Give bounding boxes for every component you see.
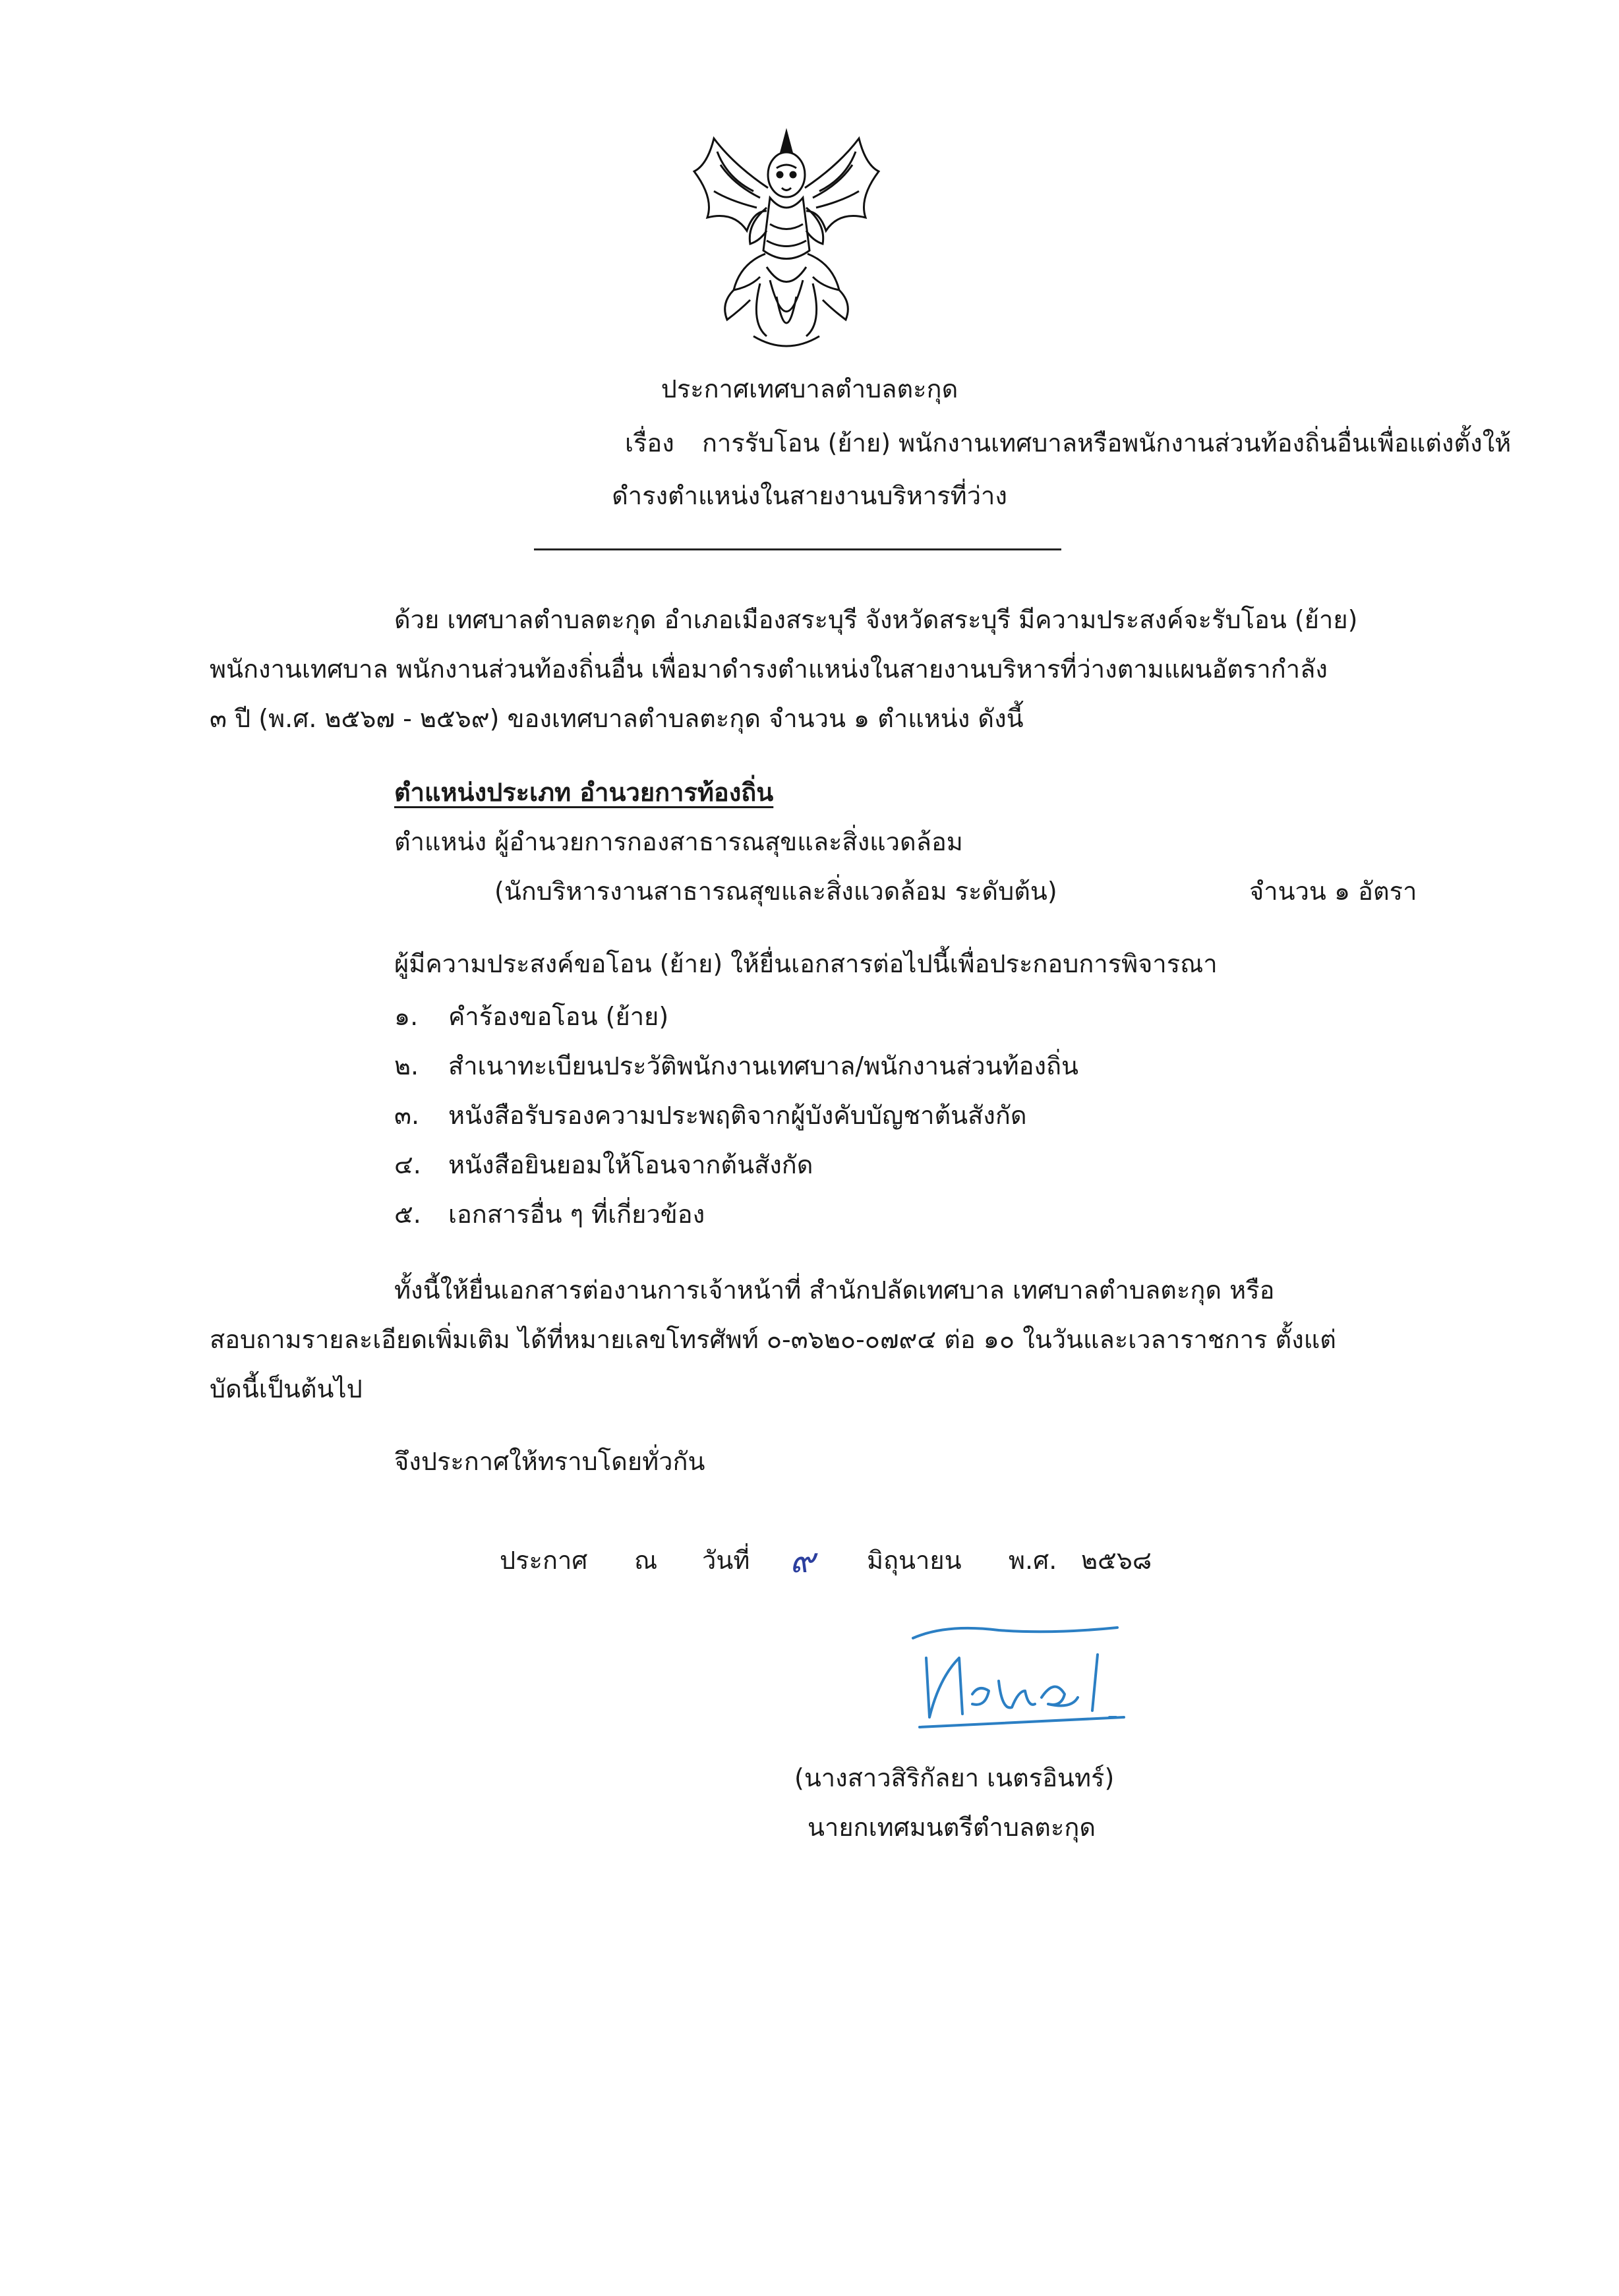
date-day: ๙: [790, 1541, 815, 1581]
signatory-title: นายกเทศมนตรีตำบลตะกุด: [808, 1813, 1096, 1842]
document-item-text: หนังสือรับรองความประพฤติจากผู้บังคับบัญชาต้นสังกัด: [448, 1101, 1027, 1130]
document-item-text: เอกสารอื่น ๆ ที่เกี่ยวข้อง: [448, 1200, 705, 1229]
position-quota: จำนวน ๑ อัตรา: [1249, 877, 1417, 906]
date-at-label: ณ: [634, 1546, 658, 1575]
date-month: มิถุนายน: [867, 1546, 962, 1575]
document-item-number: ๒.: [394, 1051, 419, 1080]
date-announced-label: ประกาศ: [500, 1546, 588, 1575]
documents-intro: ผู้มีความประสงค์ขอโอน (ย้าย) ให้ยื่นเอกสารต่อไปนี้เพื่อประกอบการพิจารณา: [394, 949, 1218, 978]
document-item-number: ๓.: [394, 1101, 420, 1130]
date-year: ๒๕๖๘: [1081, 1546, 1152, 1575]
intro-line-3: ๓ ปี (พ.ศ. ๒๕๖๗ - ๒๕๖๙) ของเทศบาลตำบลตะกุด จำนวน ๑ ตำแหน่ง ดังนี้: [210, 704, 1024, 733]
contact-line-1: ทั้งนี้ให้ยื่นเอกสารต่องานการเจ้าหน้าที่ สำนักปลัดเทศบาล เทศบาลตำบลตะกุด หรือ: [394, 1276, 1275, 1305]
garuda-emblem-icon: [688, 125, 885, 359]
closing-statement: จึงประกาศให้ทราบโดยทั่วกัน: [394, 1447, 705, 1476]
document-item-text: คำร้องขอโอน (ย้าย): [448, 1002, 669, 1031]
position-title: ตำแหน่ง ผู้อำนวยการกองสาธารณสุขและสิ่งแวดล้อม: [394, 827, 963, 856]
signatory-name: (นางสาวสิริกัลยา เนตรอินทร์): [794, 1763, 1115, 1792]
date-day-label: วันที่: [702, 1546, 750, 1575]
contact-line-3: บัดนี้เป็นต้นไป: [210, 1374, 363, 1403]
position-type-heading: ตำแหน่งประเภท อำนวยการท้องถิ่น: [394, 778, 774, 807]
document-item-text: หนังสือยินยอมให้โอนจากต้นสังกัด: [448, 1150, 813, 1179]
intro-line-2: พนักงานเทศบาล พนักงานส่วนท้องถิ่นอื่น เพื่อมาดำรงตำแหน่งในสายงานบริหารที่ว่างตามแผนอัตรากำลัง: [210, 655, 1328, 684]
document-item-number: ๕.: [394, 1200, 421, 1229]
intro-line-1: ด้วย เทศบาลตำบลตะกุด อำเภอเมืองสระบุรี จังหวัดสระบุรี มีความประสงค์จะรับโอน (ย้าย): [394, 605, 1358, 634]
header-divider: [534, 548, 1061, 550]
document-item-text: สำเนาทะเบียนประวัติพนักงานเทศบาล/พนักงานส่วนท้องถิ่น: [448, 1051, 1079, 1080]
signature-image: [900, 1618, 1137, 1734]
announcer-heading: ประกาศเทศบาลตำบลตะกุด: [661, 374, 958, 403]
contact-line-2: สอบถามรายละเอียดเพิ่มเติม ได้ที่หมายเลขโทรศัพท์ ๐-๓๖๒๐-๐๗๙๔ ต่อ ๑๐ ในวันและเวลาราชการ ตั้งแต่: [210, 1325, 1336, 1354]
subject-line-2: ดำรงตำแหน่งในสายงานบริหารที่ว่าง: [612, 481, 1007, 510]
subject-line-1: การรับโอน (ย้าย) พนักงานเทศบาลหรือพนักงานส่วนท้องถิ่นอื่นเพื่อแต่งตั้งให้: [702, 428, 1512, 457]
date-year-label: พ.ศ.: [1009, 1546, 1057, 1575]
position-subtitle: (นักบริหารงานสาธารณสุขและสิ่งแวดล้อม ระดับต้น): [494, 877, 1057, 906]
document-item-number: ๑.: [394, 1002, 419, 1031]
subject-label: เรื่อง: [625, 428, 674, 457]
document-item-number: ๔.: [394, 1150, 421, 1179]
